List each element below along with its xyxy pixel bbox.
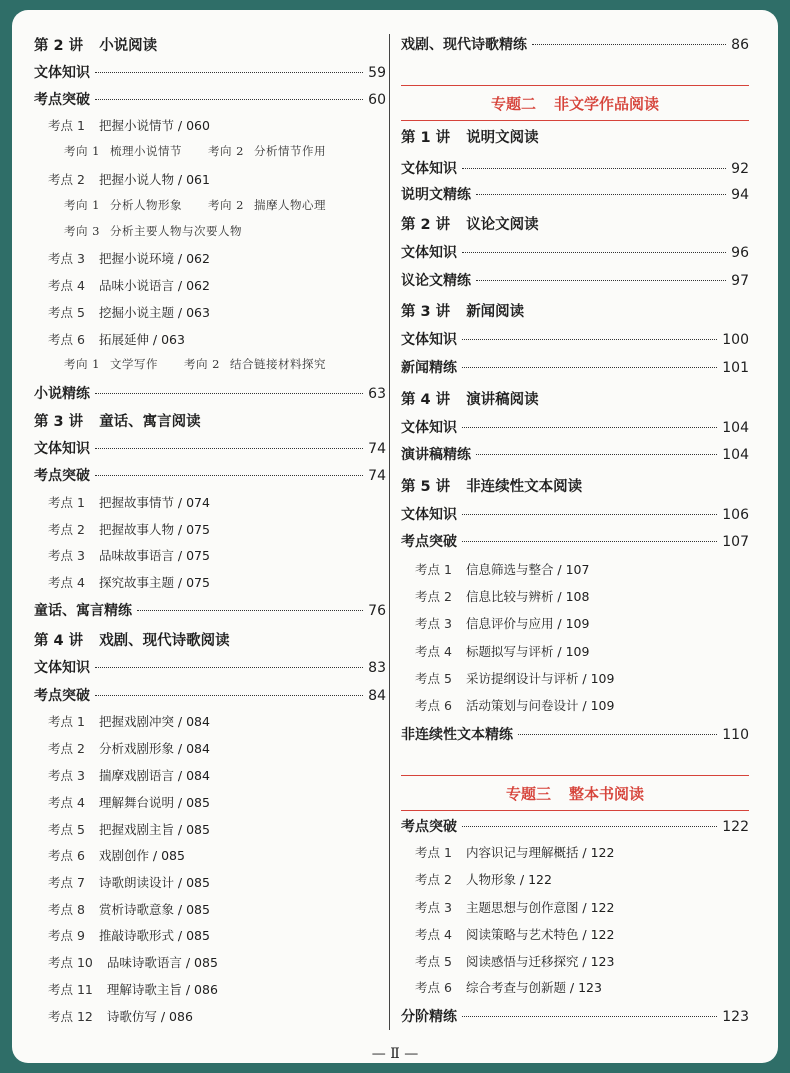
toc-page	[12, 10, 778, 1063]
toc-kaodian[interactable]	[34, 546, 386, 564]
topic-title	[401, 93, 749, 114]
entry-page: 106	[722, 507, 749, 523]
entry-page: 63	[368, 386, 386, 402]
toc-kaodian[interactable]	[34, 980, 386, 998]
lesson-number: 第 5 讲	[401, 479, 451, 495]
dot-leader	[462, 427, 717, 428]
kaodian-number: 考点 4	[415, 927, 452, 942]
dot-leader	[476, 280, 726, 281]
kaodian-number: 考点 6	[415, 698, 452, 713]
dot-leader	[532, 44, 726, 45]
entry-page: 74	[368, 441, 386, 457]
toc-kaodian[interactable]	[34, 793, 386, 811]
topic-number: 专题二	[490, 95, 536, 113]
entry-title: 议论文精练	[401, 273, 471, 289]
toc-kaodian[interactable]	[34, 820, 386, 838]
topic-header	[401, 85, 749, 121]
entry-page: 59	[368, 65, 386, 81]
dot-leader	[95, 72, 363, 73]
entry-title: 演讲稿精练	[401, 447, 471, 463]
entry-page: 84	[368, 688, 386, 704]
topic-rule-bottom	[401, 810, 749, 811]
topic-number: 专题三	[505, 785, 551, 803]
toc-entry[interactable]	[401, 270, 749, 290]
kaodian-number: 考点 4	[415, 644, 452, 659]
kaodian-number: 考点 3	[48, 251, 85, 266]
entry-title: 戏剧、现代诗歌精练	[401, 37, 527, 53]
kaodian-title: 挖掘小说主题 / 063	[98, 305, 210, 320]
kaodian-number: 考点 4	[48, 795, 85, 810]
kaodian-number: 考点 6	[48, 848, 85, 863]
dot-leader	[462, 339, 717, 340]
kaodian-title: 赏析诗歌意象 / 085	[98, 902, 210, 917]
kaodian-number: 考点 5	[48, 305, 85, 320]
kaodian-title: 探究故事主题 / 075	[98, 575, 210, 590]
entry-title: 分阶精练	[401, 1009, 457, 1025]
entry-page: 101	[722, 360, 749, 376]
kaodian-title: 内容识记与理解概括 / 122	[465, 845, 615, 860]
topic-title	[401, 783, 749, 804]
kaodian-title: 把握小说人物 / 061	[98, 172, 210, 187]
topic-header	[401, 775, 749, 811]
toc-entry[interactable]	[34, 685, 386, 705]
kaoxiang-label: 考向 1	[64, 144, 100, 158]
entry-page: 104	[722, 420, 749, 436]
kaodian-number: 考点 5	[415, 671, 452, 686]
toc-kaodian[interactable]	[34, 846, 386, 864]
toc-entry[interactable]	[34, 62, 386, 82]
toc-kaodian[interactable]	[401, 925, 749, 943]
kaodian-title: 揣摩戏剧语言 / 084	[98, 768, 210, 783]
entry-title: 考点突破	[34, 688, 90, 704]
toc-kaodian[interactable]	[34, 900, 386, 918]
kaodian-number: 考点 4	[48, 278, 85, 293]
dot-leader	[95, 695, 363, 696]
entry-title: 非连续性文本精练	[401, 727, 513, 743]
toc-kaodian[interactable]	[34, 873, 386, 891]
kaodian-title: 把握故事人物 / 075	[98, 522, 210, 537]
dot-leader	[462, 514, 717, 515]
page-number: — Ⅱ —	[371, 1046, 419, 1062]
lesson-title: 议论文阅读	[466, 217, 539, 233]
toc-entry[interactable]	[401, 242, 749, 262]
kaodian-title: 阅读策略与艺术特色 / 122	[465, 927, 615, 942]
dot-leader	[462, 826, 717, 827]
lesson-number: 第 1 讲	[401, 130, 451, 146]
toc-lesson-heading[interactable]	[34, 34, 386, 55]
toc-kaodian[interactable]	[34, 766, 386, 784]
toc-kaodian[interactable]	[34, 926, 386, 944]
kaoxiang-item[interactable]	[64, 143, 182, 159]
entry-title: 文体知识	[401, 332, 457, 348]
toc-entry[interactable]	[34, 465, 386, 485]
entry-page: 107	[722, 534, 749, 550]
toc-kaodian[interactable]	[34, 170, 386, 188]
lesson-title: 非连续性文本阅读	[466, 479, 583, 495]
toc-entry[interactable]	[401, 158, 749, 178]
dot-leader	[95, 475, 363, 476]
toc-kaoxiang-line	[34, 143, 386, 159]
kaodian-title: 标题拟写与评析 / 109	[465, 644, 590, 659]
toc-entry[interactable]	[401, 444, 749, 464]
toc-kaodian[interactable]	[34, 520, 386, 538]
column-divider	[389, 34, 390, 1030]
toc-entry[interactable]	[401, 504, 749, 524]
toc-kaodian[interactable]	[401, 870, 749, 888]
dot-leader	[518, 734, 717, 735]
kaodian-title: 人物形象 / 122	[465, 872, 552, 887]
toc-entry[interactable]	[401, 531, 749, 551]
kaoxiang-label: 考向 1	[64, 357, 100, 371]
kaodian-number: 考点 2	[48, 522, 85, 537]
toc-kaoxiang-line	[34, 356, 386, 372]
kaodian-title: 信息评价与应用 / 109	[465, 616, 590, 631]
kaodian-title: 采访提纲设计与评析 / 109	[465, 671, 615, 686]
dot-leader	[95, 448, 363, 449]
kaodian-title: 诗歌仿写 / 086	[106, 1009, 193, 1024]
kaodian-number: 考点 11	[48, 982, 93, 997]
kaodian-number: 考点 1	[415, 562, 452, 577]
dot-leader	[462, 1016, 717, 1017]
toc-entry[interactable]	[401, 357, 749, 377]
toc-kaodian[interactable]	[34, 1007, 386, 1025]
dot-leader	[476, 454, 717, 455]
dot-leader	[462, 252, 726, 253]
toc-kaodian[interactable]	[34, 276, 386, 294]
toc-kaodian[interactable]	[401, 560, 749, 578]
toc-entry[interactable]	[401, 34, 749, 54]
toc-kaoxiang-line	[34, 197, 386, 213]
kaoxiang-title: 文学写作	[109, 357, 158, 371]
toc-entry[interactable]	[401, 1006, 749, 1026]
toc-kaodian[interactable]	[401, 587, 749, 605]
toc-entry[interactable]	[401, 816, 749, 836]
toc-lesson-heading[interactable]	[34, 410, 386, 431]
topic-rule-top	[401, 775, 749, 776]
entry-title: 文体知识	[401, 245, 457, 261]
kaoxiang-item[interactable]	[64, 356, 158, 372]
entry-page: 100	[722, 332, 749, 348]
kaoxiang-label: 考向 2	[207, 198, 244, 212]
kaoxiang-label: 考向 2	[207, 144, 244, 158]
toc-kaoxiang-line	[34, 223, 386, 239]
toc-kaodian[interactable]	[401, 843, 749, 861]
kaodian-title: 把握小说情节 / 060	[98, 118, 210, 133]
kaodian-number: 考点 1	[48, 118, 85, 133]
entry-title: 说明文精练	[401, 187, 471, 203]
kaodian-number: 考点 2	[415, 589, 452, 604]
kaoxiang-title: 分析人物形象	[109, 198, 182, 212]
kaoxiang-title: 揣摩人物心理	[253, 198, 326, 212]
kaodian-number: 考点 1	[415, 845, 452, 860]
kaodian-title: 理解舞台说明 / 085	[98, 795, 210, 810]
entry-page: 94	[731, 187, 749, 203]
kaoxiang-title: 分析情节作用	[253, 144, 326, 158]
lesson-number: 第 4 讲	[401, 392, 451, 408]
toc-lesson-heading[interactable]	[401, 300, 749, 321]
dot-leader	[95, 667, 363, 668]
entry-page: 123	[722, 1009, 749, 1025]
kaodian-number: 考点 8	[48, 902, 85, 917]
kaodian-title: 阅读感悟与迁移探究 / 123	[465, 954, 615, 969]
entry-title: 考点突破	[34, 468, 90, 484]
entry-title: 文体知识	[401, 161, 457, 177]
entry-title: 考点突破	[34, 92, 90, 108]
kaodian-number: 考点 3	[415, 900, 452, 915]
dot-leader	[476, 194, 726, 195]
dot-leader	[462, 541, 717, 542]
kaodian-title: 把握戏剧冲突 / 084	[98, 714, 210, 729]
kaodian-title: 综合考查与创新题 / 123	[465, 980, 602, 995]
kaodian-title: 品味诗歌语言 / 085	[106, 955, 218, 970]
lesson-title: 戏剧、现代诗歌阅读	[99, 633, 230, 649]
toc-entry[interactable]	[34, 438, 386, 458]
lesson-title: 说明文阅读	[466, 130, 539, 146]
topic-rule-bottom	[401, 120, 749, 121]
kaodian-number: 考点 1	[48, 495, 85, 510]
lesson-number: 第 2 讲	[34, 38, 84, 54]
dot-leader	[462, 168, 726, 169]
toc-kaodian[interactable]	[34, 303, 386, 321]
kaoxiang-label: 考向 3	[64, 224, 100, 238]
lesson-title: 新闻阅读	[466, 304, 525, 320]
kaodian-title: 主题思想与创作意图 / 122	[465, 900, 615, 915]
dot-leader	[95, 393, 363, 394]
entry-page: 60	[368, 92, 386, 108]
kaodian-number: 考点 2	[48, 172, 85, 187]
entry-title: 童话、寓言精练	[34, 603, 132, 619]
kaoxiang-label: 考向 1	[64, 198, 100, 212]
entry-title: 文体知识	[34, 660, 90, 676]
kaoxiang-title: 梳理小说情节	[109, 144, 182, 158]
entry-page: 96	[731, 245, 749, 261]
toc-lesson-heading[interactable]	[401, 388, 749, 409]
toc-kaodian[interactable]	[401, 614, 749, 632]
toc-kaodian[interactable]	[401, 952, 749, 970]
toc-kaodian[interactable]	[34, 739, 386, 757]
dot-leader	[137, 610, 363, 611]
topic-rule-top	[401, 85, 749, 86]
kaodian-number: 考点 9	[48, 928, 85, 943]
toc-kaodian[interactable]	[401, 898, 749, 916]
toc-entry[interactable]	[34, 383, 386, 403]
toc-kaodian[interactable]	[34, 116, 386, 134]
lesson-number: 第 4 讲	[34, 633, 84, 649]
toc-kaodian[interactable]	[34, 953, 386, 971]
kaodian-title: 理解诗歌主旨 / 086	[106, 982, 218, 997]
toc-kaodian[interactable]	[401, 696, 749, 714]
kaodian-title: 把握戏剧主旨 / 085	[98, 822, 210, 837]
kaodian-number: 考点 3	[415, 616, 452, 631]
kaodian-number: 考点 12	[48, 1009, 93, 1024]
entry-page: 92	[731, 161, 749, 177]
toc-kaodian[interactable]	[34, 249, 386, 267]
toc-kaodian[interactable]	[34, 573, 386, 591]
toc-lesson-heading[interactable]	[401, 126, 749, 147]
kaodian-title: 分析戏剧形象 / 084	[98, 741, 210, 756]
toc-entry[interactable]	[401, 184, 749, 204]
lesson-title: 演讲稿阅读	[466, 392, 539, 408]
dot-leader	[462, 367, 717, 368]
kaodian-number: 考点 2	[48, 741, 85, 756]
kaodian-number: 考点 2	[415, 872, 452, 887]
entry-page: 76	[368, 603, 386, 619]
toc-kaodian[interactable]	[401, 978, 749, 996]
kaodian-number: 考点 10	[48, 955, 93, 970]
lesson-number: 第 2 讲	[401, 217, 451, 233]
toc-kaodian[interactable]	[34, 712, 386, 730]
kaodian-number: 考点 7	[48, 875, 85, 890]
toc-kaodian[interactable]	[401, 669, 749, 687]
kaodian-title: 信息比较与辨析 / 108	[465, 589, 590, 604]
toc-kaodian[interactable]	[34, 493, 386, 511]
kaoxiang-item[interactable]	[64, 223, 242, 239]
entry-page: 122	[722, 819, 749, 835]
kaoxiang-title: 结合链接材料探究	[229, 357, 326, 371]
kaodian-title: 品味故事语言 / 075	[98, 548, 210, 563]
toc-kaodian[interactable]	[401, 642, 749, 660]
lesson-number: 第 3 讲	[401, 304, 451, 320]
entry-page: 83	[368, 660, 386, 676]
toc-entry[interactable]	[34, 657, 386, 677]
kaodian-title: 把握小说环境 / 062	[98, 251, 210, 266]
entry-page: 97	[731, 273, 749, 289]
kaoxiang-item[interactable]	[64, 197, 182, 213]
kaodian-title: 推敲诗歌形式 / 085	[98, 928, 210, 943]
toc-lesson-heading[interactable]	[401, 213, 749, 234]
toc-entry[interactable]	[401, 417, 749, 437]
entry-title: 文体知识	[34, 65, 90, 81]
dot-leader	[95, 99, 363, 100]
toc-lesson-heading[interactable]	[34, 629, 386, 650]
entry-title: 文体知识	[401, 507, 457, 523]
toc-kaodian[interactable]	[34, 330, 386, 348]
lesson-title: 小说阅读	[99, 38, 158, 54]
entry-title: 新闻精练	[401, 360, 457, 376]
kaoxiang-label: 考向 2	[183, 357, 220, 371]
lesson-title: 童话、寓言阅读	[99, 414, 201, 430]
kaodian-title: 品味小说语言 / 062	[98, 278, 210, 293]
kaodian-title: 戏剧创作 / 085	[98, 848, 185, 863]
entry-page: 104	[722, 447, 749, 463]
kaodian-number: 考点 3	[48, 768, 85, 783]
entry-page: 110	[722, 727, 749, 743]
topic-name: 整本书阅读	[569, 785, 645, 803]
kaodian-number: 考点 6	[48, 332, 85, 347]
kaodian-number: 考点 1	[48, 714, 85, 729]
toc-entry[interactable]	[401, 724, 749, 744]
toc-entry[interactable]	[401, 329, 749, 349]
entry-page: 74	[368, 468, 386, 484]
kaoxiang-item[interactable]	[184, 356, 326, 372]
lesson-number: 第 3 讲	[34, 414, 84, 430]
entry-title: 文体知识	[401, 420, 457, 436]
entry-title: 小说精练	[34, 386, 90, 402]
kaodian-title: 诗歌朗读设计 / 085	[98, 875, 210, 890]
kaodian-title: 活动策划与问卷设计 / 109	[465, 698, 615, 713]
toc-entry[interactable]	[34, 600, 386, 620]
kaoxiang-item[interactable]	[208, 143, 326, 159]
kaodian-title: 信息筛选与整合 / 107	[465, 562, 590, 577]
kaodian-number: 考点 4	[48, 575, 85, 590]
kaodian-number: 考点 6	[415, 980, 452, 995]
kaodian-title: 把握故事情节 / 074	[98, 495, 210, 510]
toc-entry[interactable]	[34, 89, 386, 109]
kaoxiang-item[interactable]	[208, 197, 326, 213]
kaodian-title: 拓展延伸 / 063	[98, 332, 185, 347]
entry-title: 文体知识	[34, 441, 90, 457]
kaodian-number: 考点 3	[48, 548, 85, 563]
kaodian-number: 考点 5	[415, 954, 452, 969]
topic-name: 非文学作品阅读	[554, 95, 660, 113]
entry-title: 考点突破	[401, 819, 457, 835]
kaoxiang-title: 分析主要人物与次要人物	[109, 224, 242, 238]
toc-lesson-heading[interactable]	[401, 475, 749, 496]
kaodian-number: 考点 5	[48, 822, 85, 837]
entry-page: 86	[731, 37, 749, 53]
entry-title: 考点突破	[401, 534, 457, 550]
